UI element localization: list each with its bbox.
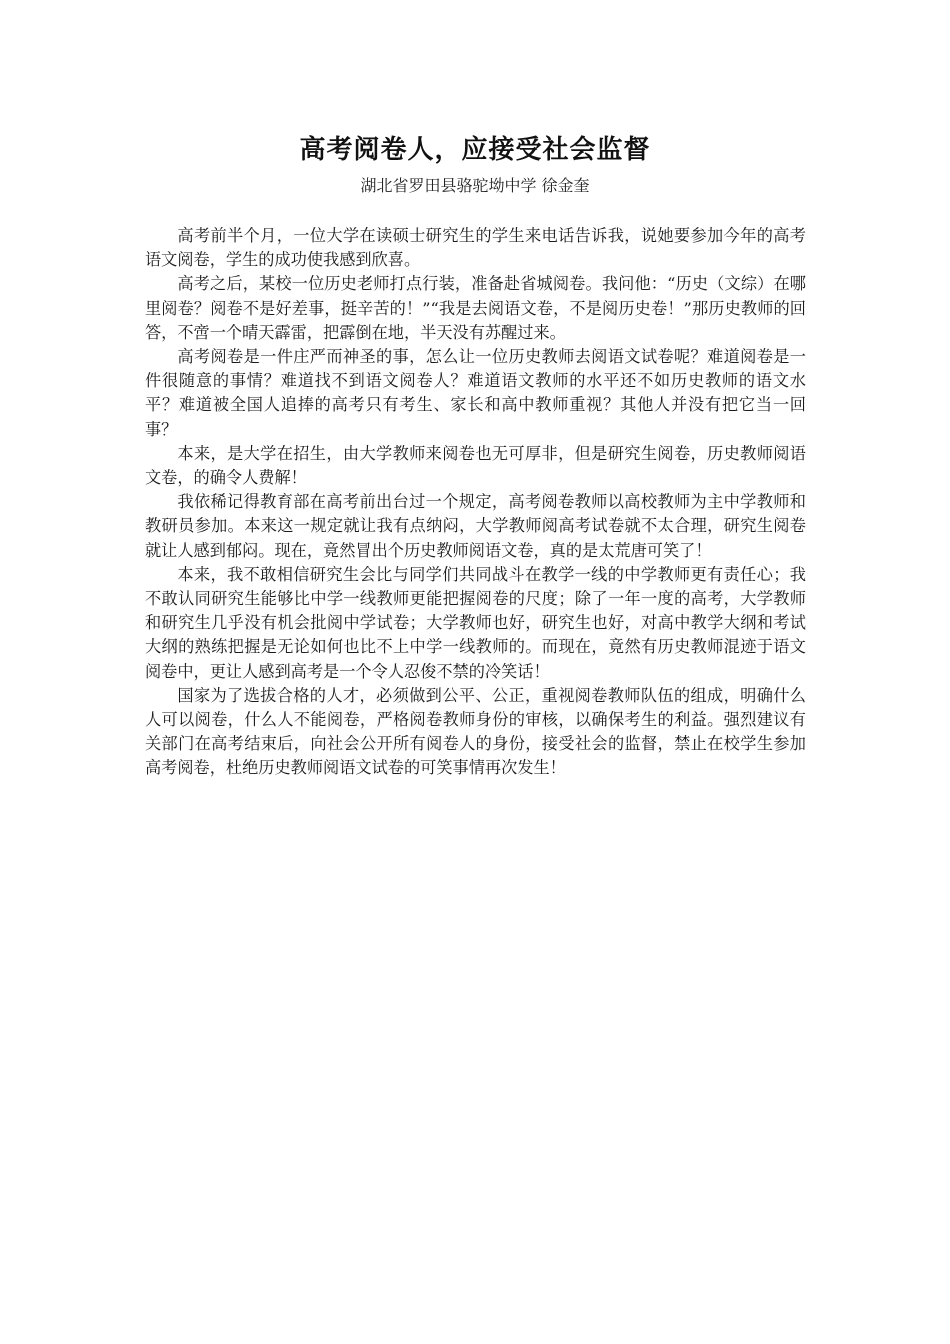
paragraph: 高考阅卷是一件庄严而神圣的事，怎么让一位历史教师去阅语文试卷呢？难道阅卷是一件很随意的事情？难道找不到语文阅卷人？难道语文教师的水平还不如历史教师的语文水平？难道被全国人追捧的高考只有考生、家长和高中教师重视？其他人并没有把它当一回事？	[145, 347, 806, 439]
article-author: 湖北省罗田县骆驼坳中学 徐金奎	[360, 176, 590, 195]
paragraph: 高考前半个月，一位大学在读硕士研究生的学生来电话告诉我，说她要参加今年的高考语文阅卷，学生的成功使我感到欣喜。	[145, 226, 806, 270]
paragraph: 高考之后，某校一位历史老师打点行装，准备赴省城阅卷。我问他：“历史（文综）在哪里阅卷？阅卷不是好差事，挺辛苦的！”“我是去阅语文卷，不是阅历史卷！”那历史教师的回答，不啻一个晴天霹雷，把霹倒在地，半天没有苏醒过来。	[145, 274, 806, 342]
paragraph: 本来，是大学在招生，由大学教师来阅卷也无可厚非，但是研究生阅卷，历史教师阅语文卷，的确令人费解！	[145, 443, 806, 488]
paragraph: 我依稀记得教育部在高考前出台过一个规定，高考阅卷教师以高校教师为主中学教师和教研员参加。本来这一规定就让我有点纳闷，大学教师阅高考试卷就不太合理，研究生阅卷就让人感到郁闷。现在，竟然冒出个历史教师阅语文卷，真的是太荒唐可笑了！	[145, 492, 806, 560]
article-title: 高考阅卷人，应接受社会监督	[299, 135, 651, 165]
article-body	[145, 224, 806, 781]
paragraph: 本来，我不敢相信研究生会比与同学们共同战斗在教学一线的中学教师更有责任心；我不敢认同研究生能够比中学一线教师更能把握阅卷的尺度；除了一年一度的高考，大学教师和研究生几乎没有机会批阅中学试卷；大学教师也好，研究生也好，对高中教学大纲和考试大纲的熟练把握是无论如何也比不上中学一线教师的。而现在，竟然有历史教师混迹于语文阅卷中，更让人感到高考是一个令人忍俊不禁的冷笑话！	[145, 564, 806, 681]
paragraph: 国家为了选拔合格的人才，必须做到公平、公正，重视阅卷教师队伍的组成，明确什么人可以阅卷，什么人不能阅卷，严格阅卷教师身份的审核，以确保考生的利益。强烈建议有关部门在高考结束后，向社会公开所有阅卷人的身份，接受社会的监督，禁止在校学生参加高考阅卷，杜绝历史教师阅语文试卷的可笑事情再次发生！	[145, 685, 806, 778]
